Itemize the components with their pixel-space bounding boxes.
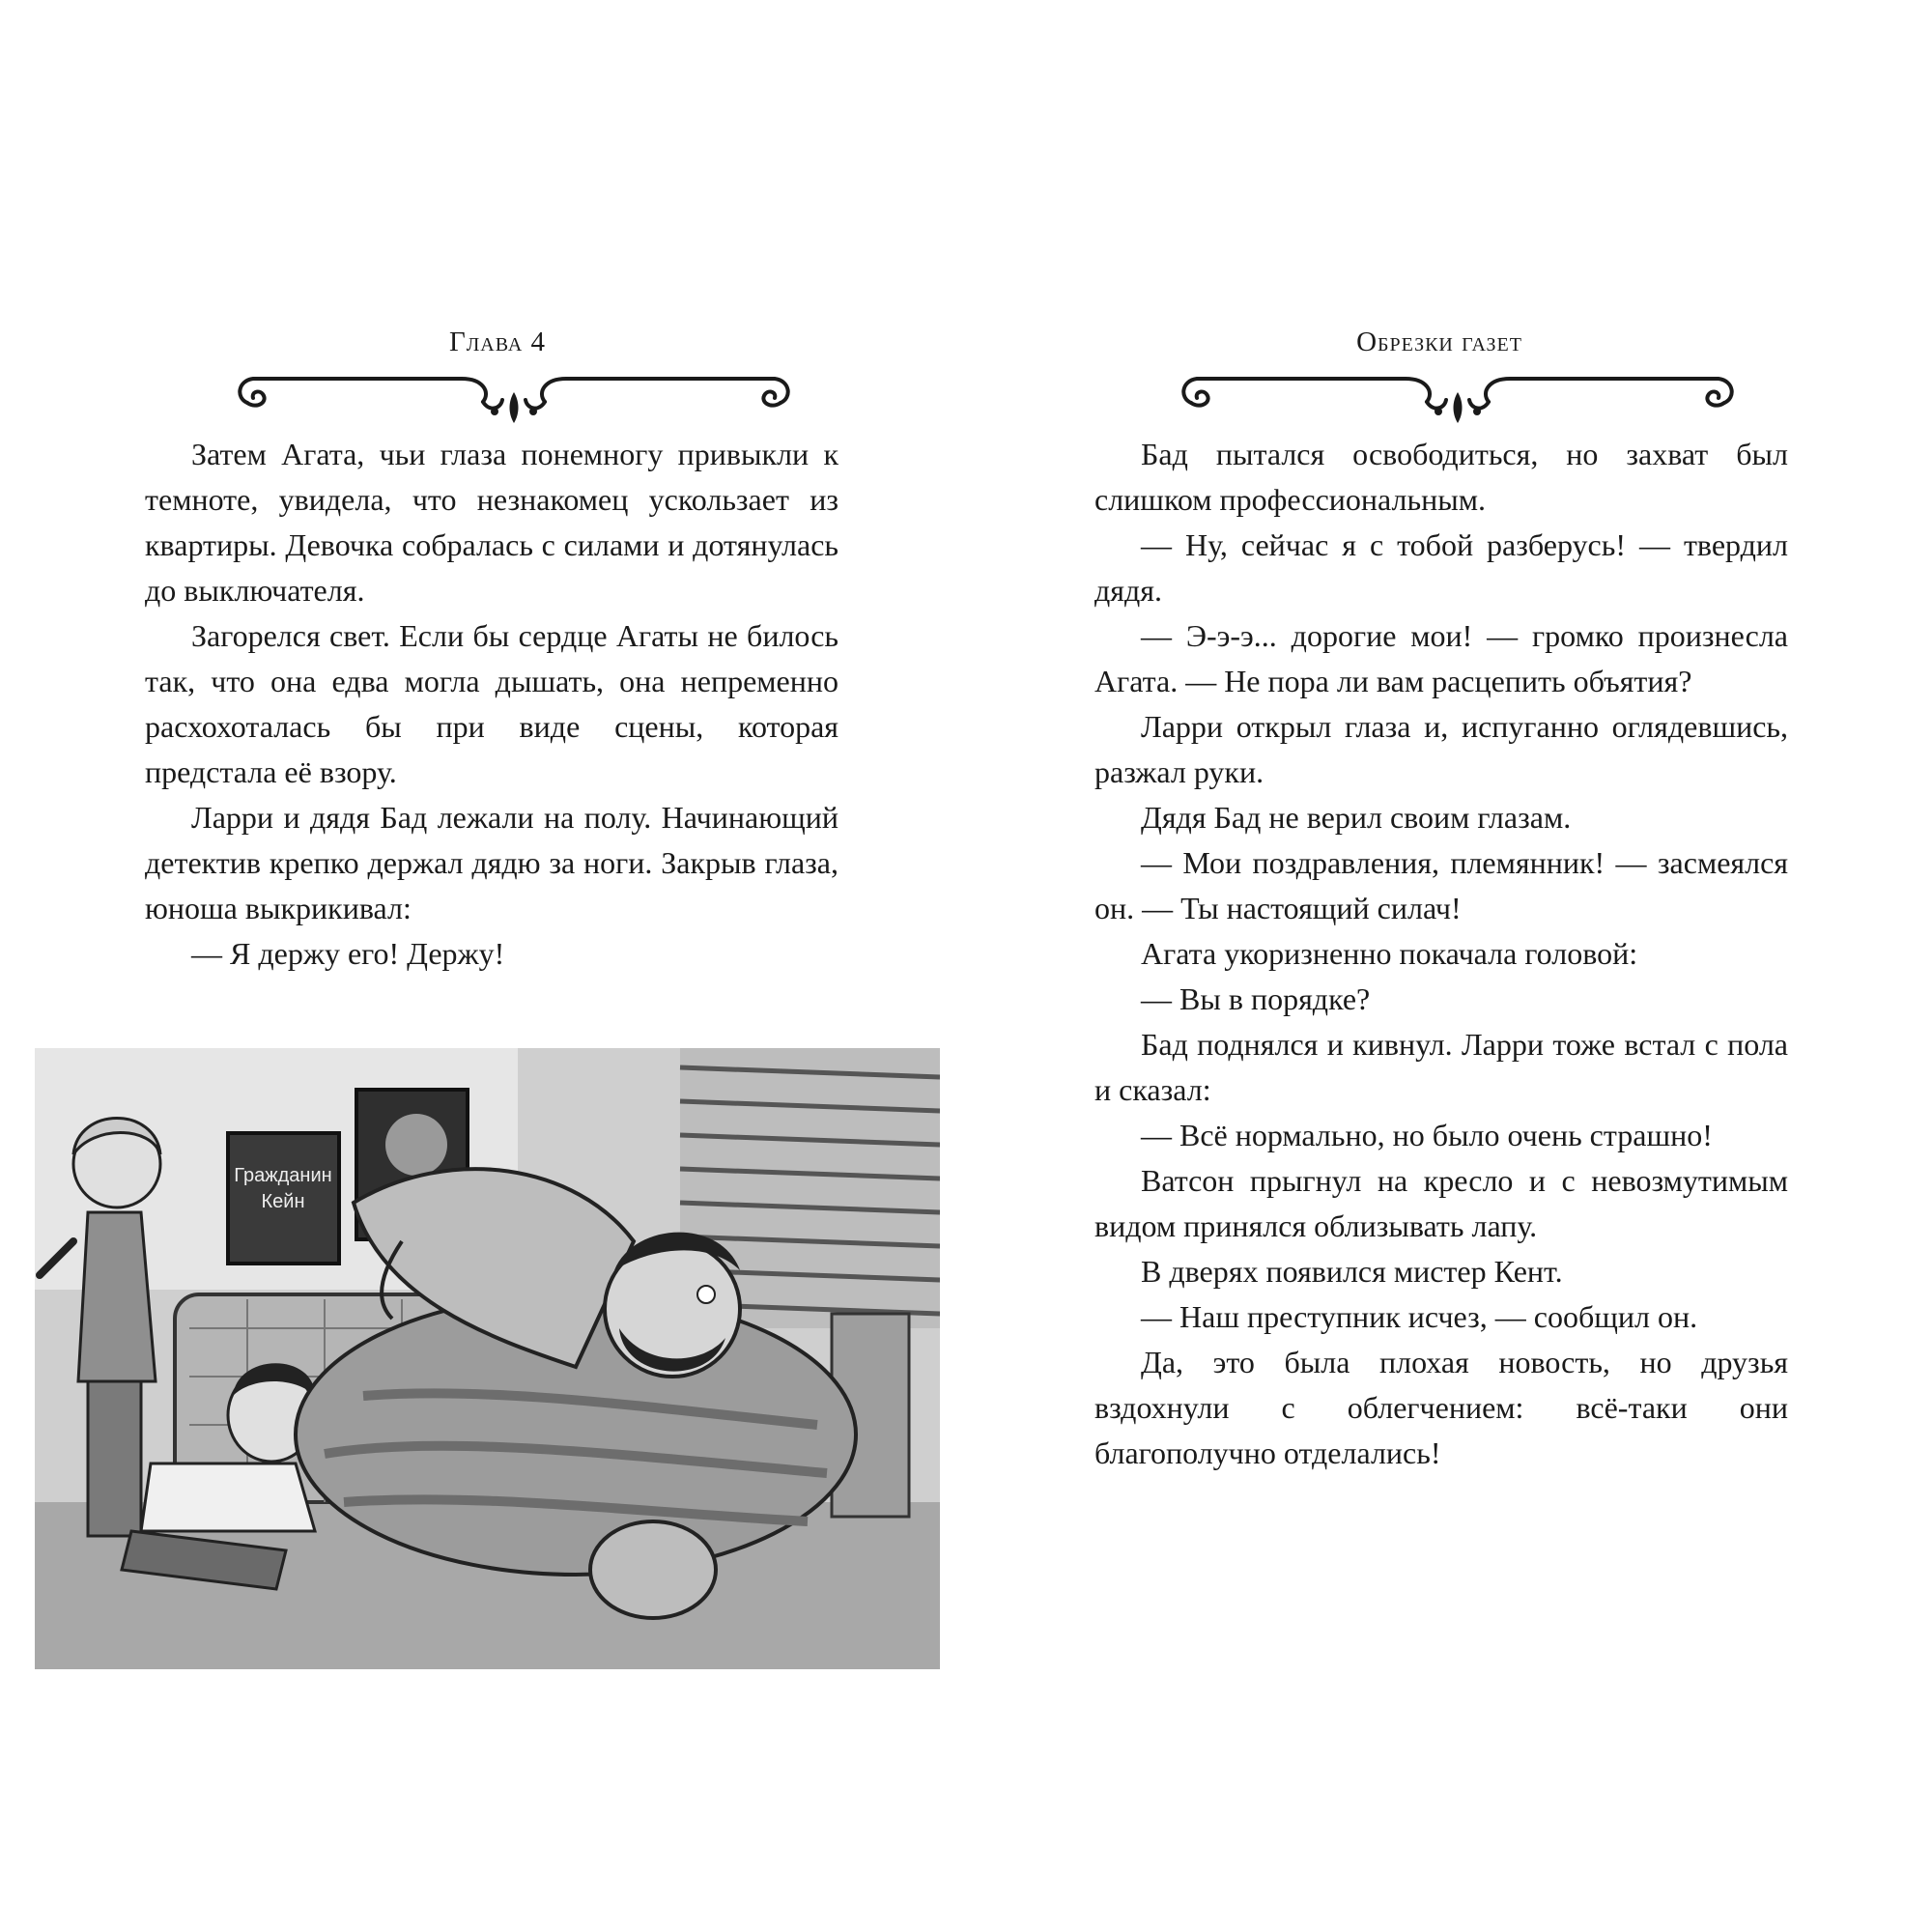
paragraph: — Ну, сейчас я с тобой разберусь! — твердил дядя.	[1094, 527, 1788, 608]
paragraph: — Наш преступник исчез, — сообщил он.	[1141, 1299, 1698, 1334]
running-head-title: Обрезки газет	[1356, 327, 1522, 357]
paragraph: Дядя Бад не верил своим глазам.	[1141, 800, 1572, 835]
poster-citizen-kane	[228, 1133, 339, 1264]
paragraph: Ларри и дядя Бад лежали на полу. Начинающий детектив крепко держал дядю за ноги. Закрыв глаза, юноша выкрикивал:	[145, 800, 838, 925]
ornament-divider-icon	[230, 359, 798, 427]
paragraph: Ватсон прыгнул на кресло и с невозмутимым видом принялся облизывать лапу.	[1094, 1163, 1788, 1243]
illustration-drawing	[35, 1048, 940, 1669]
paragraph: — Вы в порядке?	[1141, 981, 1371, 1016]
paragraph: Да, это была плохая новость, но друзья вздохнули с облегчением: всё-таки они благополучно отделались!	[1094, 1345, 1788, 1470]
paragraph: — Мои поздравления, племянник! — засмеялся он. — Ты настоящий силач!	[1094, 845, 1788, 925]
right-page	[966, 0, 1932, 1932]
paragraph: — Всё нормально, но было очень страшно!	[1141, 1118, 1713, 1152]
ornament-divider-icon	[1174, 359, 1742, 427]
right-text-block	[1094, 432, 1788, 1476]
running-head-chapter: Глава 4	[448, 327, 547, 357]
paragraph: Бад пытался освободиться, но захват был слишком профессиональным.	[1094, 437, 1788, 517]
paragraph: Загорелся свет. Если бы сердце Агаты не билось так, что она едва могла дышать, она непременно расхохоталась бы при виде сцены, которая предстала её взору.	[145, 618, 838, 789]
svg-text:Кейн: Кейн	[261, 1191, 305, 1212]
paragraph: — Я держу его! Держу!	[191, 936, 505, 971]
paragraph: В дверях появился мистер Кент.	[1141, 1254, 1563, 1289]
paragraph: Агата укоризненно покачала головой:	[1141, 936, 1638, 971]
svg-text:Гражданин: Гражданин	[234, 1165, 332, 1186]
illustration	[35, 1048, 940, 1669]
left-text-block	[145, 432, 838, 977]
paragraph: Бад поднялся и кивнул. Ларри тоже встал с пола и сказал:	[1094, 1027, 1788, 1107]
paragraph: Затем Агата, чьи глаза понемногу привыкли к темноте, увидела, что незнакомец ускользает из квартиры. Девочка собралась с силами и дотянулась до выключателя.	[145, 437, 838, 608]
paragraph: — Э-э-э... дорогие мои! — громко произнесла Агата. — Не пора ли вам расцепить объятия?	[1094, 618, 1788, 698]
paragraph: Ларри открыл глаза и, испуганно оглядевшись, разжал руки.	[1094, 709, 1788, 789]
